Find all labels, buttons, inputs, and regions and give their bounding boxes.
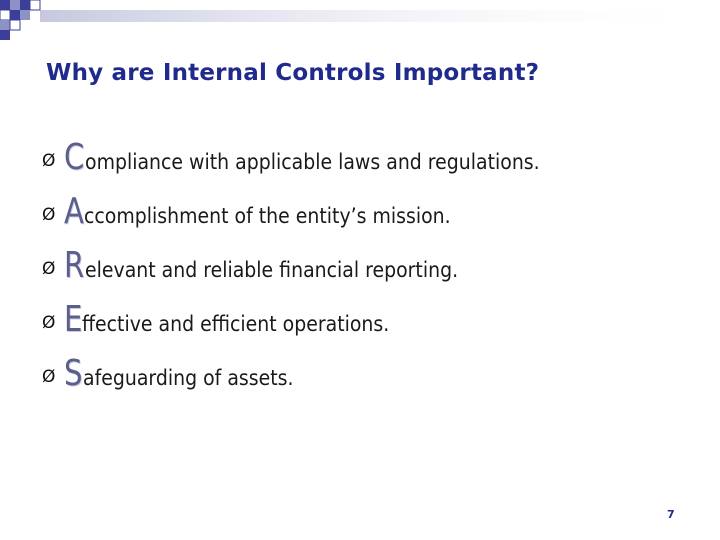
- bullet-list: [42, 137, 712, 410]
- bullet-text: ompliance with applicable laws and regulations.: [84, 150, 540, 174]
- bullet-initial: A: [64, 191, 84, 232]
- arrow-bullet-icon: Ø: [42, 151, 56, 171]
- bullet-initial: E: [64, 299, 83, 340]
- bullet-text: elevant and reliable financial reporting.: [84, 258, 458, 282]
- bullet-initial: R: [64, 245, 85, 286]
- arrow-bullet-icon: Ø: [42, 205, 56, 225]
- list-item: [42, 191, 712, 248]
- slide-title: Why are Internal Controls Important?: [46, 60, 540, 86]
- arrow-bullet-icon: Ø: [42, 313, 56, 333]
- page-number: 7: [667, 508, 675, 521]
- list-item: [42, 245, 712, 302]
- list-item: [42, 353, 712, 410]
- header-decoration: [0, 0, 720, 48]
- bullet-text: afeguarding of assets.: [82, 366, 294, 390]
- list-item: [42, 299, 712, 356]
- bullet-text: ffective and efficient operations.: [82, 312, 390, 336]
- arrow-bullet-icon: Ø: [42, 367, 56, 387]
- list-item: [42, 137, 712, 194]
- arrow-bullet-icon: Ø: [42, 259, 56, 279]
- bullet-initial: C: [64, 137, 85, 178]
- bullet-initial: S: [64, 353, 83, 394]
- bullet-text: ccomplishment of the entity’s mission.: [84, 204, 451, 228]
